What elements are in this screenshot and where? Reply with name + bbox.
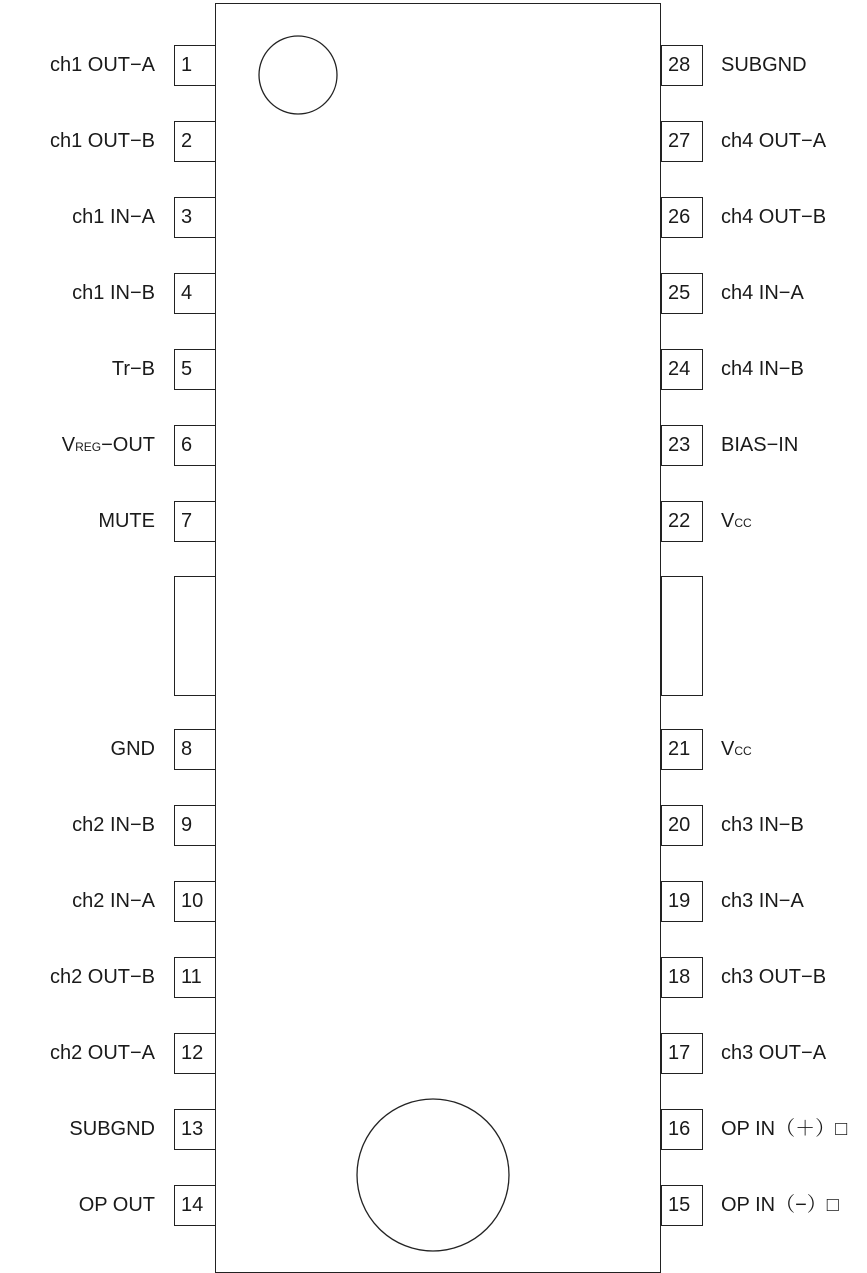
pin-number: 17 [668, 1042, 691, 1064]
right-pin-19 [661, 881, 703, 922]
left-pin-9 [174, 805, 216, 846]
right-pin-label-19: ch3 IN−A [721, 890, 804, 912]
pin-number: 11 [181, 966, 202, 988]
right-pin-15 [661, 1185, 703, 1226]
right-pin-label-20: ch3 IN−B [721, 814, 804, 836]
pin-number: 23 [668, 434, 691, 456]
left-pin-3 [174, 197, 216, 238]
pin-number: 18 [668, 966, 691, 988]
right-pin-21 [661, 729, 703, 770]
left-pin-12 [174, 1033, 216, 1074]
right-pin-label-24: ch4 IN−B [721, 358, 804, 380]
right-pin-label-18: ch3 OUT−B [721, 966, 827, 988]
right-pin-label-15: OP IN（−）□ [721, 1194, 839, 1216]
right-pin-24 [661, 349, 703, 390]
pin-number: 6 [181, 434, 193, 456]
pin-number: 21 [668, 738, 691, 760]
pin-number: 1 [181, 54, 193, 76]
left-pin-label-1: ch1 OUT−A [49, 54, 155, 76]
right-pin-label-23: BIAS−IN [721, 434, 799, 456]
pin-number: 19 [668, 890, 691, 912]
left-pin-7 [174, 501, 216, 542]
left-pin-label-8: GND [110, 738, 155, 760]
left-pin-label-2: ch1 OUT−B [49, 130, 155, 152]
right-pin-23 [661, 425, 703, 466]
pin-number: 24 [668, 358, 691, 380]
pin-number: 22 [668, 510, 691, 532]
left-pin-1 [174, 45, 216, 86]
right-pin-label-25: ch4 IN−A [721, 282, 804, 304]
pin-number: 16 [668, 1118, 691, 1140]
pin-number: 4 [181, 282, 193, 304]
pin-number: 10 [181, 890, 204, 912]
label-main: V [721, 510, 735, 532]
right-pin-26 [661, 197, 703, 238]
right-pin-label-21 [721, 729, 752, 772]
left-heat-fin [174, 576, 216, 696]
pin-number: 27 [668, 130, 691, 152]
pin-number: 20 [668, 814, 691, 836]
label-subscript: CC [734, 744, 752, 758]
left-pin-label-9: ch2 IN−B [72, 814, 155, 836]
pin-number: 3 [181, 206, 193, 228]
left-pin-label-14: OP OUT [78, 1194, 155, 1216]
pin-number: 2 [181, 130, 193, 152]
left-pin-10 [174, 881, 216, 922]
pin-number: 14 [181, 1194, 204, 1216]
right-pin-label-26: ch4 OUT−B [721, 206, 827, 228]
left-pin-2 [174, 121, 216, 162]
left-pin-4 [174, 273, 216, 314]
right-pin-27 [661, 121, 703, 162]
left-pin-5 [174, 349, 216, 390]
left-pin-13 [174, 1109, 216, 1150]
left-pin-label-12: ch2 OUT−A [49, 1042, 155, 1064]
right-pin-16 [661, 1109, 703, 1150]
pin-number: 26 [668, 206, 691, 228]
left-pin-label-3: ch1 IN−A [72, 206, 155, 228]
right-pin-18 [661, 957, 703, 998]
left-pin-label-7: MUTE [98, 510, 155, 532]
ejector-pin-mark [357, 1099, 509, 1251]
label-main: V [61, 434, 76, 456]
left-pin-label-13: SUBGND [69, 1118, 155, 1140]
pin-number: 13 [181, 1118, 204, 1140]
label-subscript: REG [75, 440, 102, 454]
left-pin-11 [174, 957, 216, 998]
right-pin-label-27: ch4 OUT−A [721, 130, 827, 152]
pin-number: 12 [181, 1042, 204, 1064]
right-pin-17 [661, 1033, 703, 1074]
left-pin-label-10: ch2 IN−A [72, 890, 155, 912]
right-pin-label-16: OP IN（＋）□ [721, 1118, 848, 1140]
left-pin-14 [174, 1185, 216, 1226]
label-subscript: CC [734, 516, 752, 530]
right-pin-22 [661, 501, 703, 542]
left-pin-label-6 [62, 425, 155, 468]
right-pin-label-22 [721, 501, 752, 544]
right-pin-20 [661, 805, 703, 846]
pin-number: 5 [181, 358, 193, 380]
pin-number: 28 [668, 54, 691, 76]
right-pin-28 [661, 45, 703, 86]
left-pin-label-4: ch1 IN−B [72, 282, 155, 304]
right-heat-fin [661, 576, 703, 696]
pin-number: 25 [668, 282, 691, 304]
left-pin-label-5: Tr−B [111, 358, 155, 380]
right-pin-label-28: SUBGND [721, 54, 807, 76]
right-pin-label-17: ch3 OUT−A [721, 1042, 827, 1064]
right-pin-25 [661, 273, 703, 314]
left-pin-label-11: ch2 OUT−B [49, 966, 155, 988]
label-rest: −OUT [101, 434, 155, 456]
pin-number: 9 [181, 814, 193, 836]
left-pin-8 [174, 729, 216, 770]
left-pin-6 [174, 425, 216, 466]
pin-number: 8 [181, 738, 193, 760]
pin-number: 15 [668, 1194, 691, 1216]
label-main: V [721, 738, 735, 760]
pin1-index-mark [259, 36, 337, 114]
pin-number: 7 [181, 510, 193, 532]
